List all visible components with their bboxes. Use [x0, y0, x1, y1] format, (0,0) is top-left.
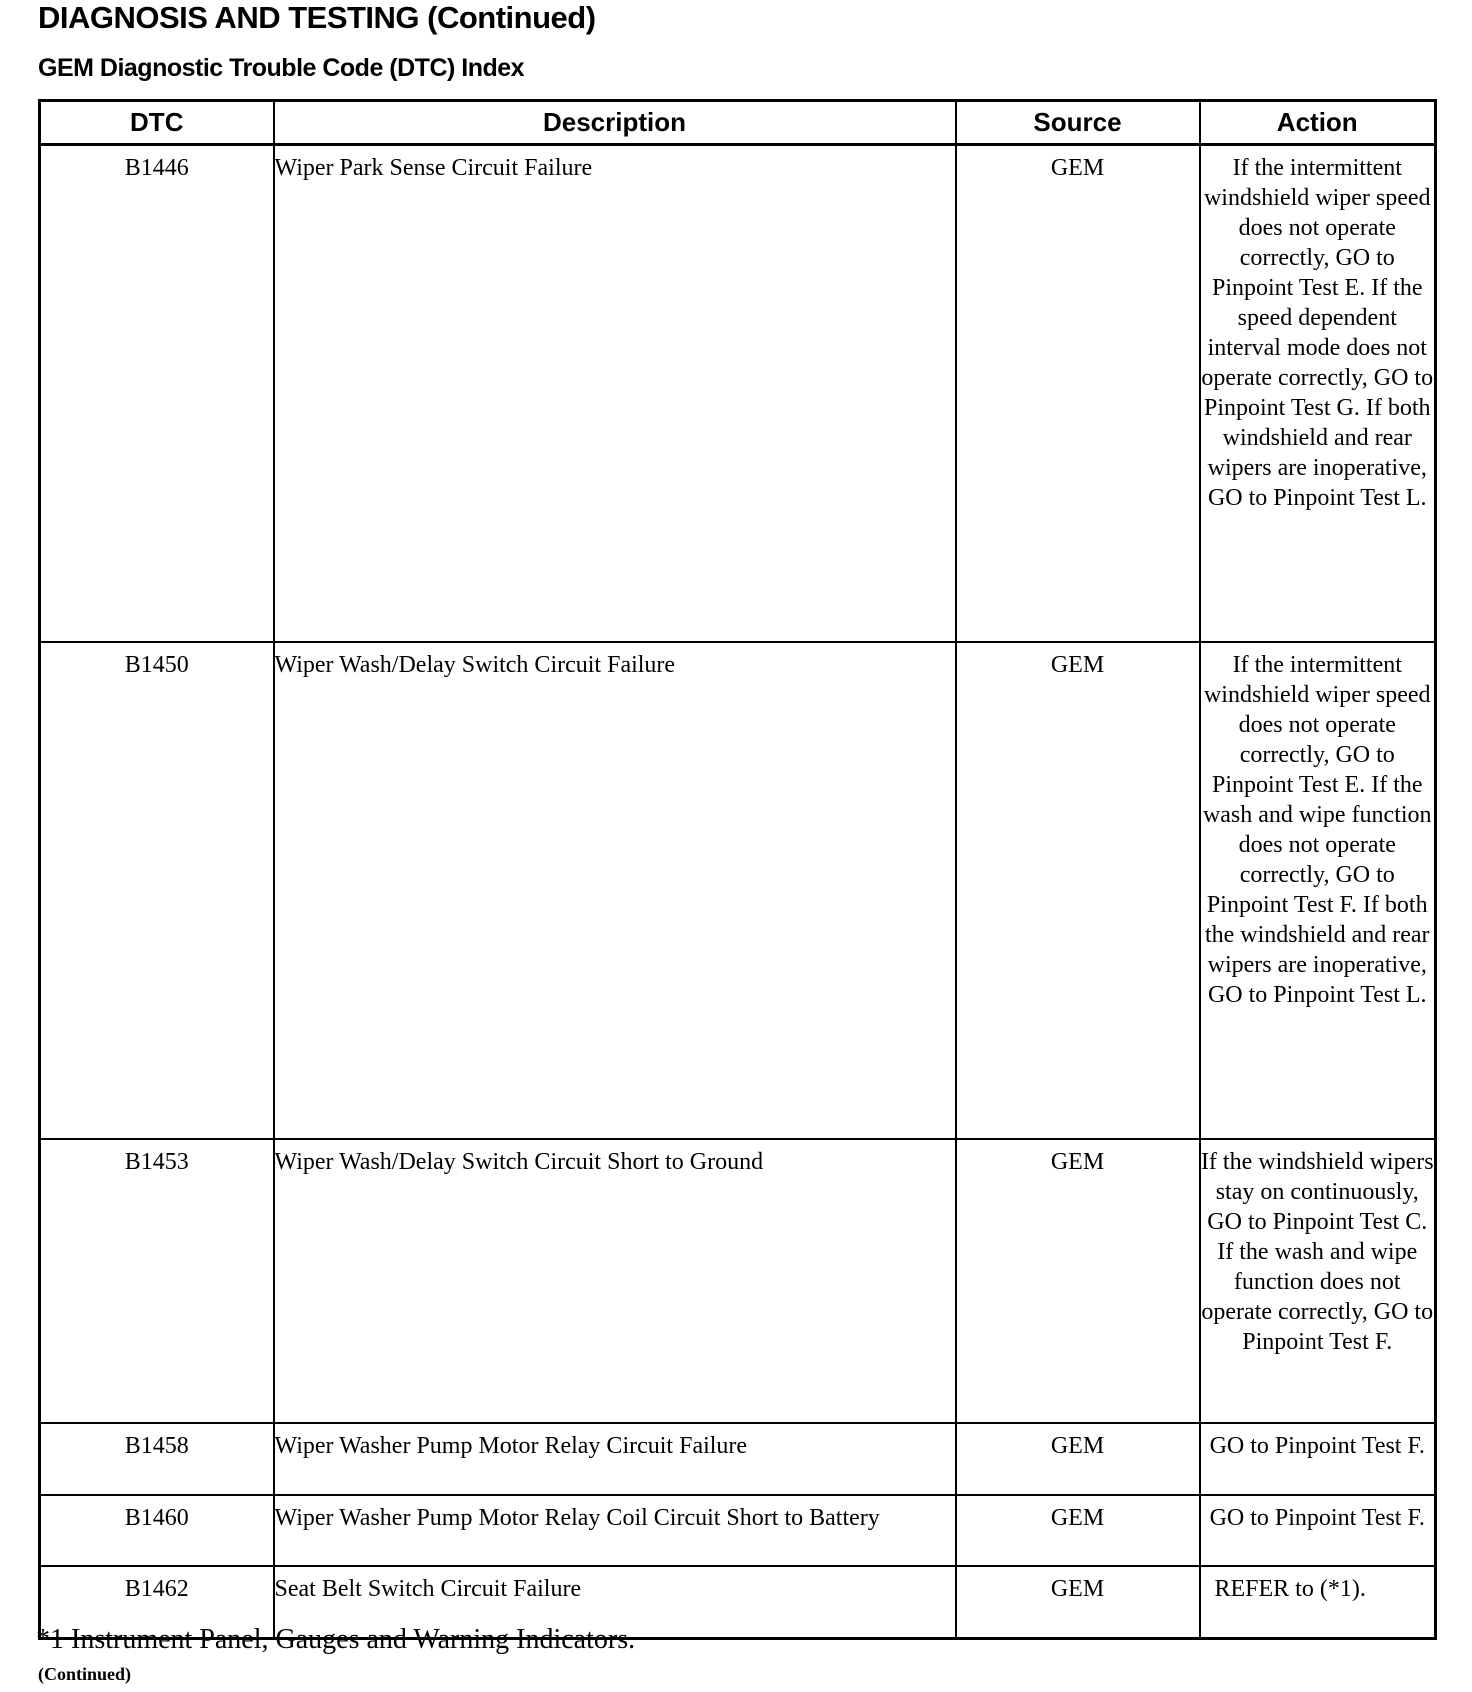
dtc-source: GEM: [956, 1495, 1200, 1566]
dtc-description: Wiper Wash/Delay Switch Circuit Failure: [274, 642, 956, 1139]
dtc-source: GEM: [956, 1139, 1200, 1423]
dtc-source: GEM: [956, 145, 1200, 642]
table-header-row: [40, 101, 1436, 145]
dtc-action: GO to Pinpoint Test F.: [1200, 1423, 1436, 1495]
dtc-code: B1460: [40, 1495, 274, 1566]
dtc-code: B1446: [40, 145, 274, 642]
page-title: DIAGNOSIS AND TESTING (Continued): [38, 0, 596, 35]
table-row: [40, 1423, 1436, 1495]
dtc-description: Wiper Park Sense Circuit Failure: [274, 145, 956, 642]
table-row: [40, 1139, 1436, 1423]
table-row: [40, 145, 1436, 642]
table-row: [40, 642, 1436, 1139]
column-header-source: Source: [956, 101, 1200, 145]
footnote: *1 Instrument Panel, Gauges and Warning Indicators.: [36, 1624, 636, 1655]
dtc-action: REFER to (*1).: [1200, 1566, 1436, 1639]
dtc-code: B1453: [40, 1139, 274, 1423]
dtc-code: B1462: [40, 1566, 274, 1639]
table-row: [40, 1495, 1436, 1566]
column-header-description: Description: [274, 101, 956, 145]
dtc-action: GO to Pinpoint Test F.: [1200, 1495, 1436, 1566]
dtc-index-table: [38, 99, 1437, 1640]
continued-label: (Continued): [38, 1664, 132, 1684]
dtc-code: B1458: [40, 1423, 274, 1495]
table-title: GEM Diagnostic Trouble Code (DTC) Index: [38, 54, 525, 82]
dtc-action: If the windshield wipers stay on continuously, GO to Pinpoint Test C. If the wash and wipe function does not operate correctly, GO to Pinpoint Test F.: [1200, 1139, 1436, 1423]
column-header-dtc: DTC: [40, 101, 274, 145]
dtc-source: GEM: [956, 642, 1200, 1139]
dtc-description: Seat Belt Switch Circuit Failure: [274, 1566, 956, 1639]
dtc-action: If the intermittent windshield wiper speed does not operate correctly, GO to Pinpoint Test E. If the wash and wipe function does not operate correctly, GO to Pinpoint Test F. If both the windshield and rear wipers are inoperative, GO to Pinpoint Test L.: [1200, 642, 1436, 1139]
column-header-action: Action: [1200, 101, 1436, 145]
dtc-code: B1450: [40, 642, 274, 1139]
dtc-description: Wiper Washer Pump Motor Relay Coil Circuit Short to Battery: [274, 1495, 956, 1566]
dtc-action: If the intermittent windshield wiper speed does not operate correctly, GO to Pinpoint Test E. If the speed dependent interval mode does not operate correctly, GO to Pinpoint Test G. If both windshield and rear wipers are inoperative, GO to Pinpoint Test L.: [1200, 145, 1436, 642]
dtc-source: GEM: [956, 1423, 1200, 1495]
dtc-source: GEM: [956, 1566, 1200, 1639]
dtc-description: Wiper Washer Pump Motor Relay Circuit Failure: [274, 1423, 956, 1495]
dtc-description: Wiper Wash/Delay Switch Circuit Short to Ground: [274, 1139, 956, 1423]
